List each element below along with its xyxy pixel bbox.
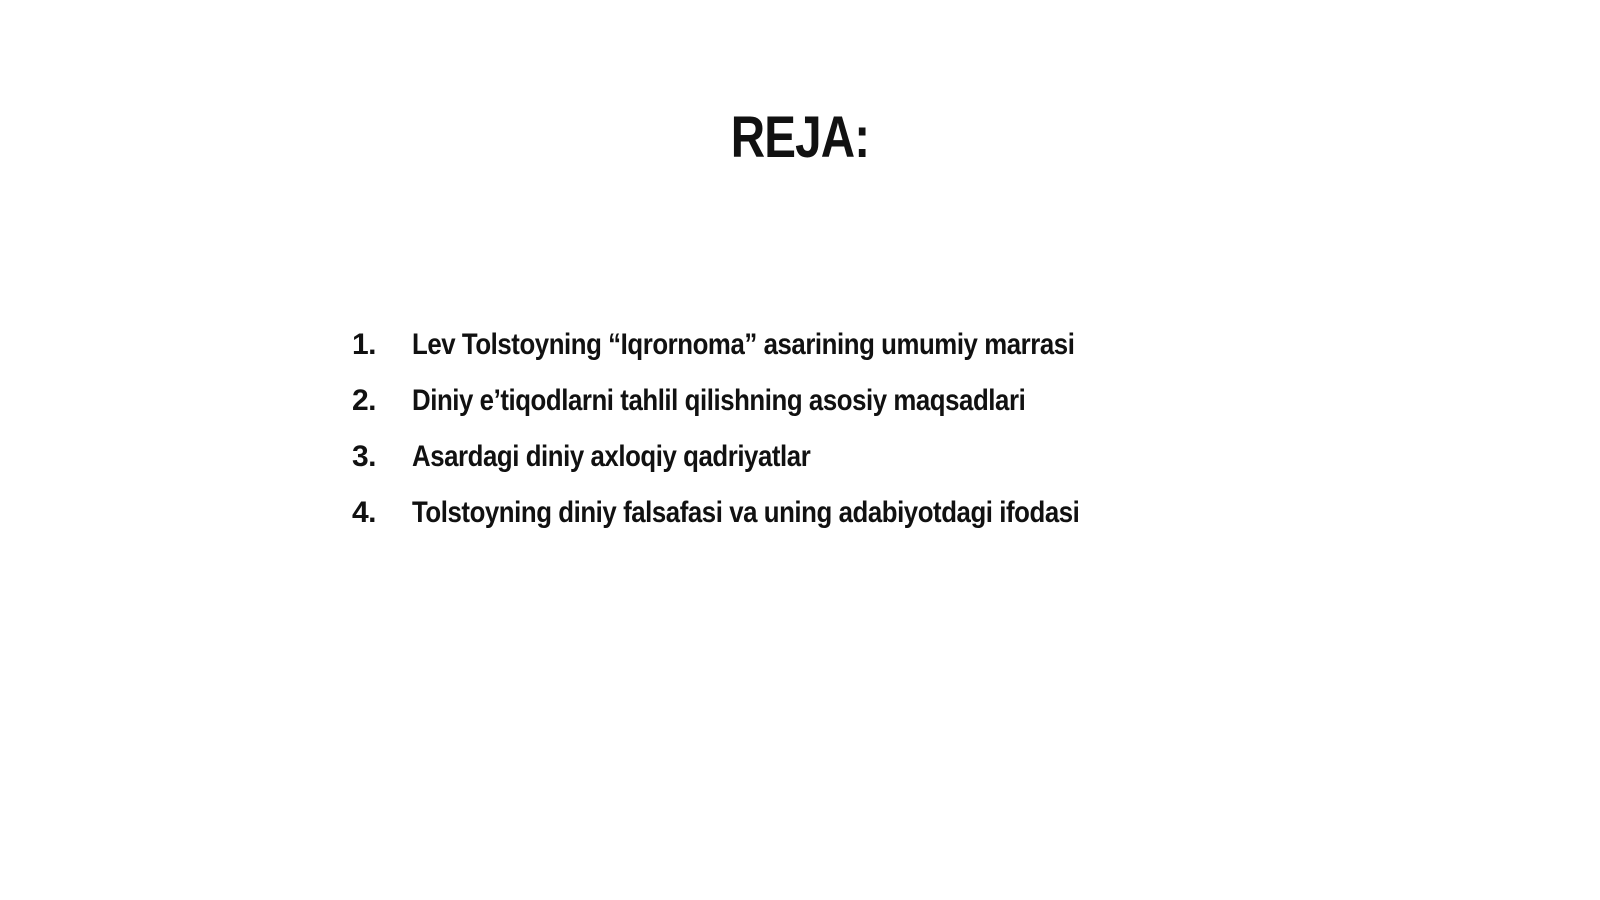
plan-item-number: 2. [352, 384, 377, 417]
plan-item-text: Tolstoyning diniy falsafasi va uning adabiyotdagi ifodasi [412, 496, 1080, 529]
plan-item-3 [352, 440, 1188, 496]
plan-item-number: 3. [352, 440, 377, 473]
plan-list [352, 328, 1188, 552]
plan-item-4 [352, 496, 1188, 552]
slide-title: REJA: [730, 105, 870, 170]
plan-item-2 [352, 384, 1188, 440]
plan-item-number: 1. [352, 328, 377, 361]
plan-item-text: Lev Tolstoyning “Iqrornoma” asarining umumiy marrasi [412, 328, 1075, 361]
plan-item-text: Diniy e’tiqodlarni tahlil qilishning asosiy maqsadlari [412, 384, 1026, 417]
plan-item-number: 4. [352, 496, 377, 529]
plan-item-1 [352, 328, 1188, 384]
plan-item-text: Asardagi diniy axloqiy qadriyatlar [412, 440, 811, 473]
